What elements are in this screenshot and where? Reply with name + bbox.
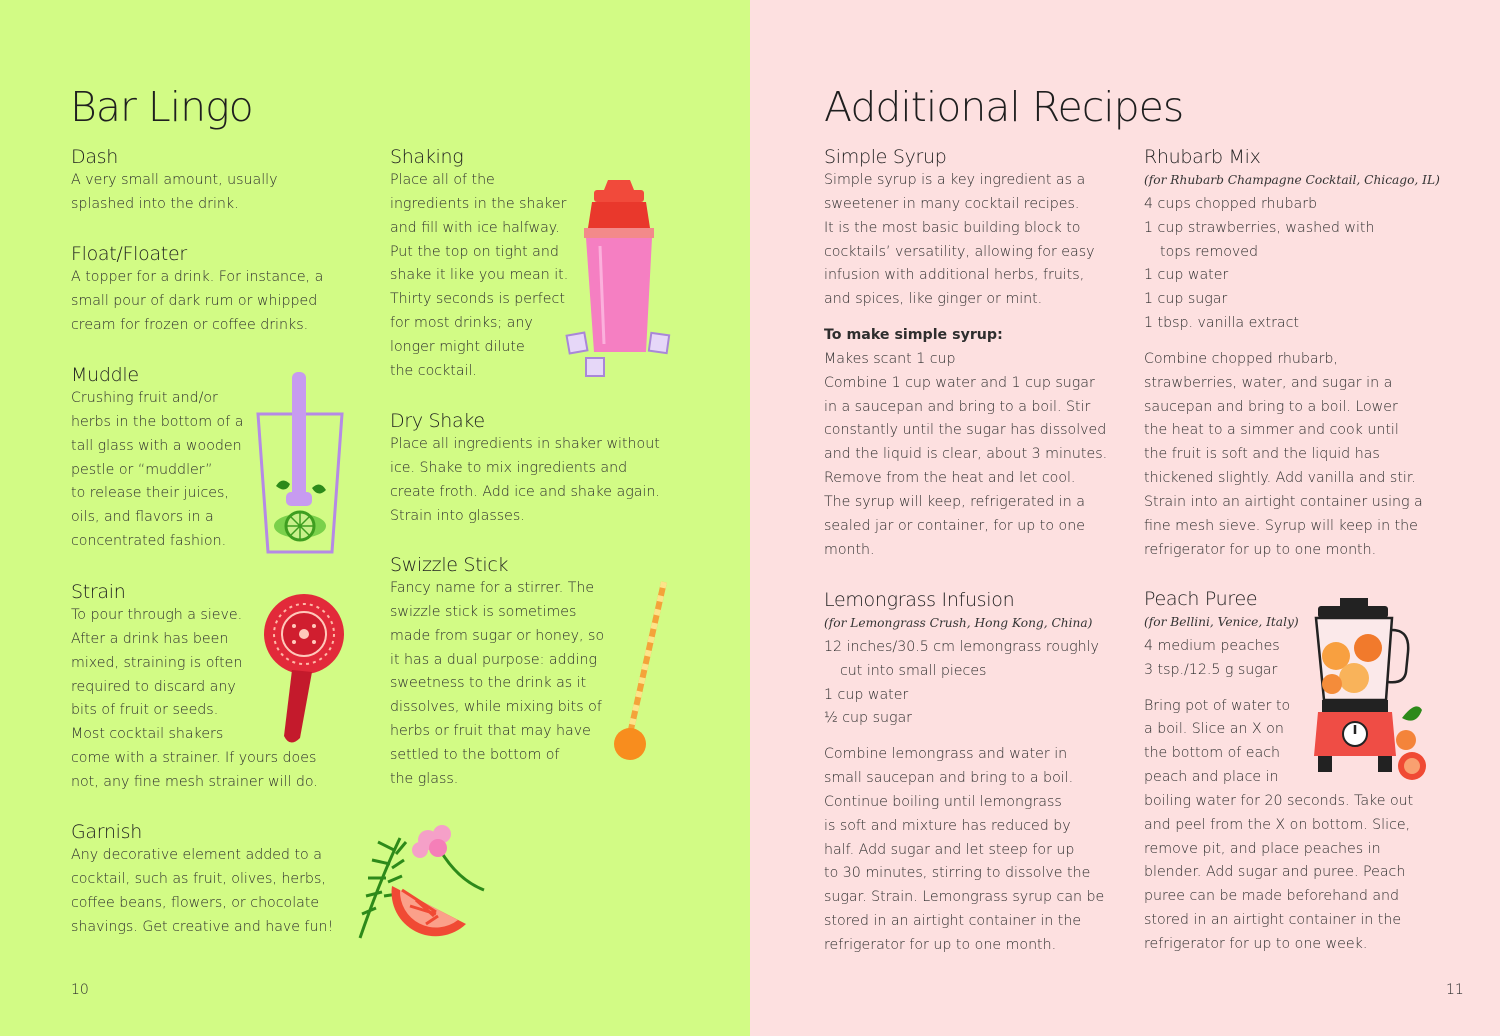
- text-line: required to discard any: [71, 678, 236, 695]
- text-line: 3 tsp./12.5 g sugar: [1144, 661, 1278, 678]
- recipe-method: [824, 372, 1107, 563]
- text-line: swizzle stick is sometimes: [390, 603, 577, 620]
- text-line: the glass.: [390, 770, 459, 787]
- text-line: saucepan and bring to a boil. Lower: [1144, 398, 1398, 415]
- recipe-rhubarb-mix: [1144, 145, 1440, 563]
- recipe-heading: Peach Puree: [1144, 588, 1258, 610]
- text-line: sealed jar or container, for up to one: [824, 517, 1085, 534]
- text-line: tall glass with a wooden: [71, 437, 242, 454]
- text-line: dissolves, while mixing bits of: [390, 699, 602, 716]
- text-line: cream for frozen or coffee drinks.: [71, 316, 309, 333]
- text-line: not, any fine mesh strainer will do.: [71, 773, 318, 790]
- strainer-icon: [260, 592, 350, 748]
- recipe-yield: Makes scant 1 cup: [824, 350, 956, 367]
- recipe-intro: [824, 169, 1107, 312]
- ingredient-line: 4 cups chopped rhubarb: [1144, 195, 1318, 212]
- text-line: 4 medium peaches: [1144, 637, 1280, 654]
- ingredient-line: 12 inches/30.5 cm lemongrass roughly: [824, 638, 1099, 655]
- text-line: sugar. Strain. Lemongrass syrup can be: [824, 889, 1105, 906]
- term-heading: Dry Shake: [390, 410, 485, 432]
- text-line: month.: [824, 541, 875, 558]
- text-line: stored in an airtight container in the: [1144, 912, 1402, 929]
- text-line: Bring pot of water to: [1144, 697, 1291, 714]
- term-dash: [71, 145, 278, 217]
- term-dry-shake: [390, 409, 660, 528]
- text-line: herbs in the bottom of a: [71, 413, 244, 430]
- text-line: strawberries, water, and sugar in a: [1144, 374, 1393, 391]
- text-line: and spices, like ginger or mint.: [824, 291, 1043, 308]
- term-definition: [71, 266, 323, 338]
- recipe-ingredients: [824, 636, 1104, 731]
- term-definition: [390, 169, 568, 384]
- text-line: ingredients in the shaker: [390, 195, 567, 212]
- garnish-icon: [350, 820, 490, 942]
- text-line: sweetener in many cocktail recipes.: [824, 195, 1080, 212]
- text-line: fine mesh sieve. Syrup will keep in the: [1144, 517, 1418, 534]
- text-line: mixed, straining is often: [71, 654, 243, 671]
- recipe-heading: Rhubarb Mix: [1144, 146, 1261, 168]
- text-line: Crushing fruit and/or: [71, 390, 218, 406]
- text-line: cocktails’ versatility, allowing for easy: [824, 243, 1095, 260]
- text-line: settled to the bottom of: [390, 746, 560, 763]
- text-line: coffee beans, flowers, or chocolate: [71, 894, 320, 911]
- ingredient-line: 1 cup water: [824, 686, 909, 703]
- ingredient-line: 1 cup strawberries, washed with: [1144, 219, 1375, 236]
- page-number: 10: [71, 982, 89, 998]
- term-garnish: [71, 820, 333, 939]
- term-heading: Muddle: [71, 364, 139, 386]
- text-line: refrigerator for up to one week.: [1144, 935, 1368, 952]
- term-shaking: [390, 145, 568, 384]
- text-line: half. Add sugar and let steep for up: [824, 841, 1075, 858]
- text-line: made from sugar or honey, so: [390, 627, 605, 644]
- term-muddle: [71, 363, 243, 554]
- text-line: is soft and mixture has reduced by: [824, 817, 1071, 834]
- text-line: constantly until the sugar has dissolved: [824, 422, 1107, 439]
- text-line: Place all of the: [390, 172, 495, 188]
- recipe-subheading: To make simple syrup:: [824, 327, 1003, 344]
- ingredient-line: cut into small pieces: [840, 662, 987, 679]
- text-line: to 30 minutes, stirring to dissolve the: [824, 865, 1091, 882]
- text-line: to release their juices,: [71, 485, 229, 502]
- text-line: Place all ingredients in shaker without: [390, 436, 660, 452]
- term-definition: [71, 387, 243, 554]
- text-line: sweetness to the drink as it: [390, 675, 587, 692]
- text-line: small pour of dark rum or whipped: [71, 292, 318, 309]
- text-line: A topper for a drink. For instance, a: [71, 269, 324, 285]
- text-line: blender. Add sugar and puree. Peach: [1144, 864, 1406, 881]
- text-line: ice. Shake to mix ingredients and: [390, 459, 628, 476]
- recipe-ingredients: [1144, 193, 1440, 336]
- term-definition: [71, 169, 278, 217]
- ingredient-line: 1 tbsp. vanilla extract: [1144, 315, 1299, 332]
- text-line: and fill with ice halfway.: [390, 219, 560, 236]
- term-heading: Shaking: [390, 146, 464, 168]
- text-line: refrigerator for up to one month.: [1144, 541, 1377, 558]
- ingredient-line: 1 cup sugar: [1144, 291, 1228, 308]
- text-line: for most drinks; any: [390, 315, 533, 332]
- recipe-method: [824, 743, 1104, 958]
- blender-icon: [1302, 596, 1430, 792]
- text-line: Continue boiling until lemongrass: [824, 793, 1062, 810]
- text-line: the bottom of each: [1144, 745, 1281, 762]
- text-line: small saucepan and bring to a boil.: [824, 770, 1074, 787]
- text-line: oils, and flavors in a: [71, 509, 214, 526]
- text-line: The syrup will keep, refrigerated in a: [824, 493, 1085, 510]
- text-line: splashed into the drink.: [71, 195, 239, 212]
- text-line: the heat to a simmer and cook until: [1144, 422, 1399, 439]
- page-title: Additional Recipes: [824, 83, 1184, 131]
- text-line: create froth. Add ice and shake again.: [390, 483, 660, 500]
- term-heading: Dash: [71, 146, 119, 168]
- term-heading: Strain: [71, 581, 126, 603]
- text-line: the fruit is soft and the liquid has: [1144, 446, 1380, 463]
- text-line: Thirty seconds is perfect: [390, 291, 565, 308]
- text-line: herbs or fruit that may have: [390, 723, 591, 740]
- right-page: [750, 0, 1500, 1036]
- page-number: 11: [1446, 982, 1464, 998]
- ingredient-line: 1 cup water: [1144, 267, 1229, 284]
- recipe-lemongrass-infusion: [824, 588, 1104, 958]
- text-line: shake it like you mean it.: [390, 267, 569, 284]
- text-line: the cocktail.: [390, 362, 477, 379]
- text-line: puree can be made beforehand and: [1144, 888, 1400, 905]
- recipe-method: [1144, 348, 1440, 563]
- text-line: peach and place in: [1144, 769, 1279, 786]
- muddler-glass-icon: [252, 366, 348, 558]
- recipe-heading: Simple Syrup: [824, 146, 947, 168]
- recipe-simple-syrup: [824, 145, 1107, 563]
- text-line: pestle or “muddler”: [71, 461, 213, 478]
- recipe-for: (for Lemongrass Crush, Hong Kong, China): [824, 616, 1093, 630]
- cocktail-shaker-icon: [564, 176, 672, 380]
- text-line: thickened slightly. Add vanilla and stir.: [1144, 470, 1416, 487]
- text-line: boiling water for 20 seconds. Take out: [1144, 792, 1414, 809]
- term-swizzle-stick: [390, 553, 604, 792]
- text-line: To pour through a sieve.: [71, 607, 243, 623]
- text-line: infusion with additional herbs, fruits,: [824, 267, 1085, 284]
- text-line: refrigerator for up to one month.: [824, 936, 1057, 953]
- text-line: It is the most basic building block to: [824, 219, 1081, 236]
- page-title: Bar Lingo: [70, 83, 253, 131]
- recipe-heading: Lemongrass Infusion: [824, 589, 1015, 611]
- recipe-for: (for Rhubarb Champagne Cocktail, Chicago, IL): [1144, 173, 1440, 187]
- text-line: Combine lemongrass and water in: [824, 746, 1068, 763]
- term-definition: [71, 844, 333, 939]
- text-line: cocktail, such as fruit, olives, herbs,: [71, 870, 326, 887]
- text-line: Any decorative element added to a: [71, 847, 322, 863]
- text-line: bits of fruit or seeds.: [71, 702, 219, 719]
- text-line: shavings. Get creative and have fun!: [71, 918, 334, 935]
- text-line: Remove from the heat and let cool.: [824, 470, 1076, 487]
- text-line: Most cocktail shakers: [71, 726, 224, 743]
- text-line: Combine 1 cup water and 1 cup sugar: [824, 374, 1095, 391]
- text-line: and the liquid is clear, about 3 minutes.: [824, 446, 1108, 463]
- term-heading: Garnish: [71, 821, 143, 843]
- text-line: come with a strainer. If yours does: [71, 750, 317, 767]
- text-line: stored in an airtight container in the: [824, 913, 1082, 930]
- text-line: After a drink has been: [71, 630, 229, 647]
- term-definition: [390, 433, 660, 528]
- recipe-for: (for Bellini, Venice, Italy): [1144, 615, 1299, 629]
- swizzle-stick-icon: [610, 578, 674, 764]
- text-line: longer might dilute: [390, 338, 525, 355]
- text-line: A very small amount, usually: [71, 172, 278, 188]
- text-line: concentrated fashion.: [71, 533, 227, 550]
- text-line: Put the top on tight and: [390, 243, 559, 260]
- text-line: Strain into glasses.: [390, 507, 525, 524]
- term-heading: Swizzle Stick: [390, 554, 509, 576]
- text-line: it has a dual purpose: adding: [390, 651, 598, 668]
- text-line: Combine chopped rhubarb,: [1144, 350, 1338, 367]
- text-line: a boil. Slice an X on: [1144, 721, 1284, 738]
- ingredient-line: tops removed: [1160, 243, 1259, 260]
- term-definition: [390, 577, 604, 792]
- text-line: Simple syrup is a key ingredient as a: [824, 172, 1086, 188]
- term-float: [71, 242, 323, 338]
- text-line: and peel from the X on bottom. Slice,: [1144, 816, 1411, 833]
- ingredient-line: ½ cup sugar: [824, 710, 912, 727]
- text-line: Strain into an airtight container using a: [1144, 493, 1423, 510]
- text-line: in a saucepan and bring to a boil. Stir: [824, 398, 1091, 415]
- text-line: Fancy name for a stirrer. The: [390, 580, 595, 596]
- text-line: remove pit, and place peaches in: [1144, 840, 1381, 857]
- term-heading: Float/Floater: [71, 243, 187, 265]
